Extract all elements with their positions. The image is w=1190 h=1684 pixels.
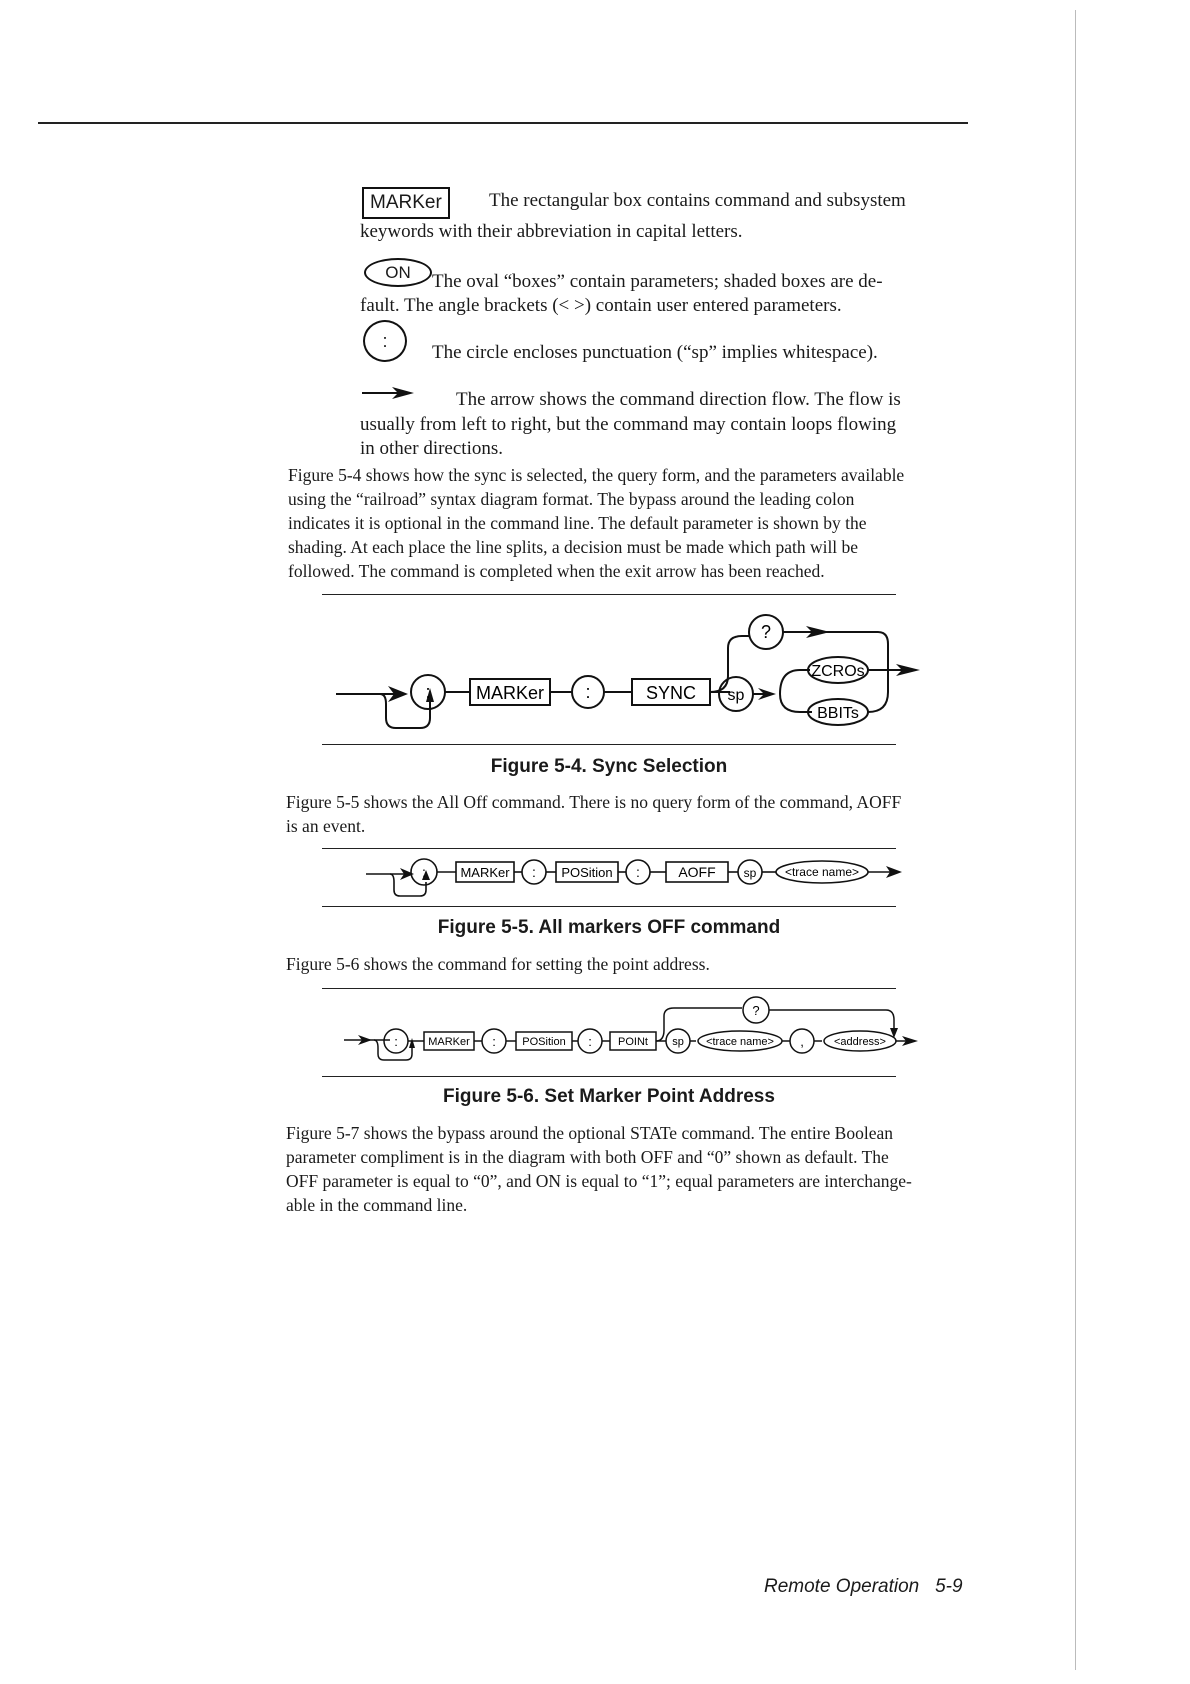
fig5-aoff-label: AOFF [678, 864, 716, 880]
fig5-syntax-diagram [330, 852, 930, 912]
fig4-syntax-diagram [330, 600, 930, 740]
legend-arrow-desc-3: in other directions. [360, 438, 503, 459]
fig6-position-label: POSition [522, 1036, 566, 1048]
fig5-colon-3: : [636, 864, 640, 880]
fig4-marker-label: MARKer [475, 683, 545, 703]
fig5-position-label: POSition [561, 865, 613, 880]
legend-oval-desc-2: fault. The angle brackets (< >) contain user entered parameters. [360, 295, 842, 316]
fig5-colon-2: : [532, 864, 536, 880]
fig5-sp-label: sp [743, 866, 757, 880]
fig6-marker-label: MARKer [428, 1036, 470, 1048]
fig6-bottom-rule [322, 1076, 896, 1077]
fig6-colon-1: : [394, 1034, 398, 1049]
fig6-point-label: POINt [618, 1036, 648, 1048]
fig6-caption: Figure 5-6. Set Marker Point Address [443, 1086, 775, 1107]
fig6-comma: , [800, 1034, 804, 1049]
legend-box-desc-1: The rectangular box contains command and subsystem [489, 190, 906, 211]
fig5-marker-label: MARKer [460, 865, 510, 880]
legend-arrow-desc-2: usually from left to right, but the command may contain loops flowing [360, 414, 897, 435]
legend-arrow-icon [362, 385, 416, 401]
paragraph-fig4-intro: Figure 5-4 shows how the sync is selected, the query form, and the parameters available using the “railroad” syntax diagram format. The bypass around the leading colon indicates it is optional in the command line. The default parameter is shown by the shading. At each place the line splits, a decision must be made which path will be followed. The command is completed when the exit arrow has been reached. [288, 465, 905, 581]
fig4-zcros-label: ZCROs [811, 663, 865, 680]
page-edge-line [1075, 10, 1076, 1670]
fig4-sp-label: sp [727, 687, 745, 704]
fig6-query-label: ? [752, 1003, 760, 1018]
legend-circle-punct: : [363, 320, 407, 362]
header-rule [38, 122, 968, 124]
fig4-query-label: ? [760, 622, 772, 642]
fig5-trace-label: <trace name> [784, 865, 860, 879]
fig4-colon-2: : [585, 682, 591, 702]
paragraph-fig7-intro: Figure 5-7 shows the bypass around the optional STATe command. The entire Boolean parameter compliment is in the diagram with both OFF and “0” shown as default. The OFF parameter is equal to “0”, and ON is equal to “1”; equal parameters are interchange- able in the command line. [286, 1123, 912, 1215]
fig4-colon-1: : [425, 682, 431, 702]
fig6-address-label: <address> [834, 1036, 886, 1048]
paragraph-fig6-intro: Figure 5-6 shows the command for setting the point address. [286, 954, 710, 974]
fig5-colon-1: : [422, 864, 426, 880]
page-footer [764, 1576, 963, 1598]
legend-circle-desc: The circle encloses punctuation (“sp” implies whitespace). [432, 342, 878, 363]
fig5-caption: Figure 5-5. All markers OFF command [437, 917, 781, 938]
fig6-colon-2: : [492, 1034, 496, 1049]
fig4-bottom-rule [322, 744, 896, 745]
fig5-top-rule [322, 848, 896, 849]
legend-arrow-desc-1: The arrow shows the command direction flow. The flow is [456, 389, 901, 410]
fig4-bbits-label: BBITs [817, 705, 859, 722]
legend-oval-param: ON [364, 258, 432, 287]
fig6-syntax-diagram [330, 992, 930, 1072]
footer-section: Remote Operation [764, 1576, 920, 1597]
fig6-top-rule [322, 988, 896, 989]
legend-box-desc-2: keywords with their abbreviation in capital letters. [360, 221, 743, 242]
fig6-sp-label: sp [672, 1036, 684, 1048]
legend-keyword-box: MARKer [362, 187, 450, 219]
legend-oval-desc-1: The oval “boxes” contain parameters; shaded boxes are de- [432, 271, 883, 292]
fig4-caption: Figure 5-4. Sync Selection [490, 756, 728, 777]
paragraph-fig5-intro: Figure 5-5 shows the All Off command. There is no query form of the command, AOFF is an event. [286, 792, 902, 836]
fig6-colon-3: : [588, 1034, 592, 1049]
footer-page-number: 5-9 [935, 1576, 963, 1597]
fig4-top-rule [322, 594, 896, 595]
fig6-trace-label: <trace name> [706, 1036, 774, 1048]
fig4-sync-label: SYNC [645, 683, 697, 703]
fig5-bottom-rule [322, 906, 896, 907]
